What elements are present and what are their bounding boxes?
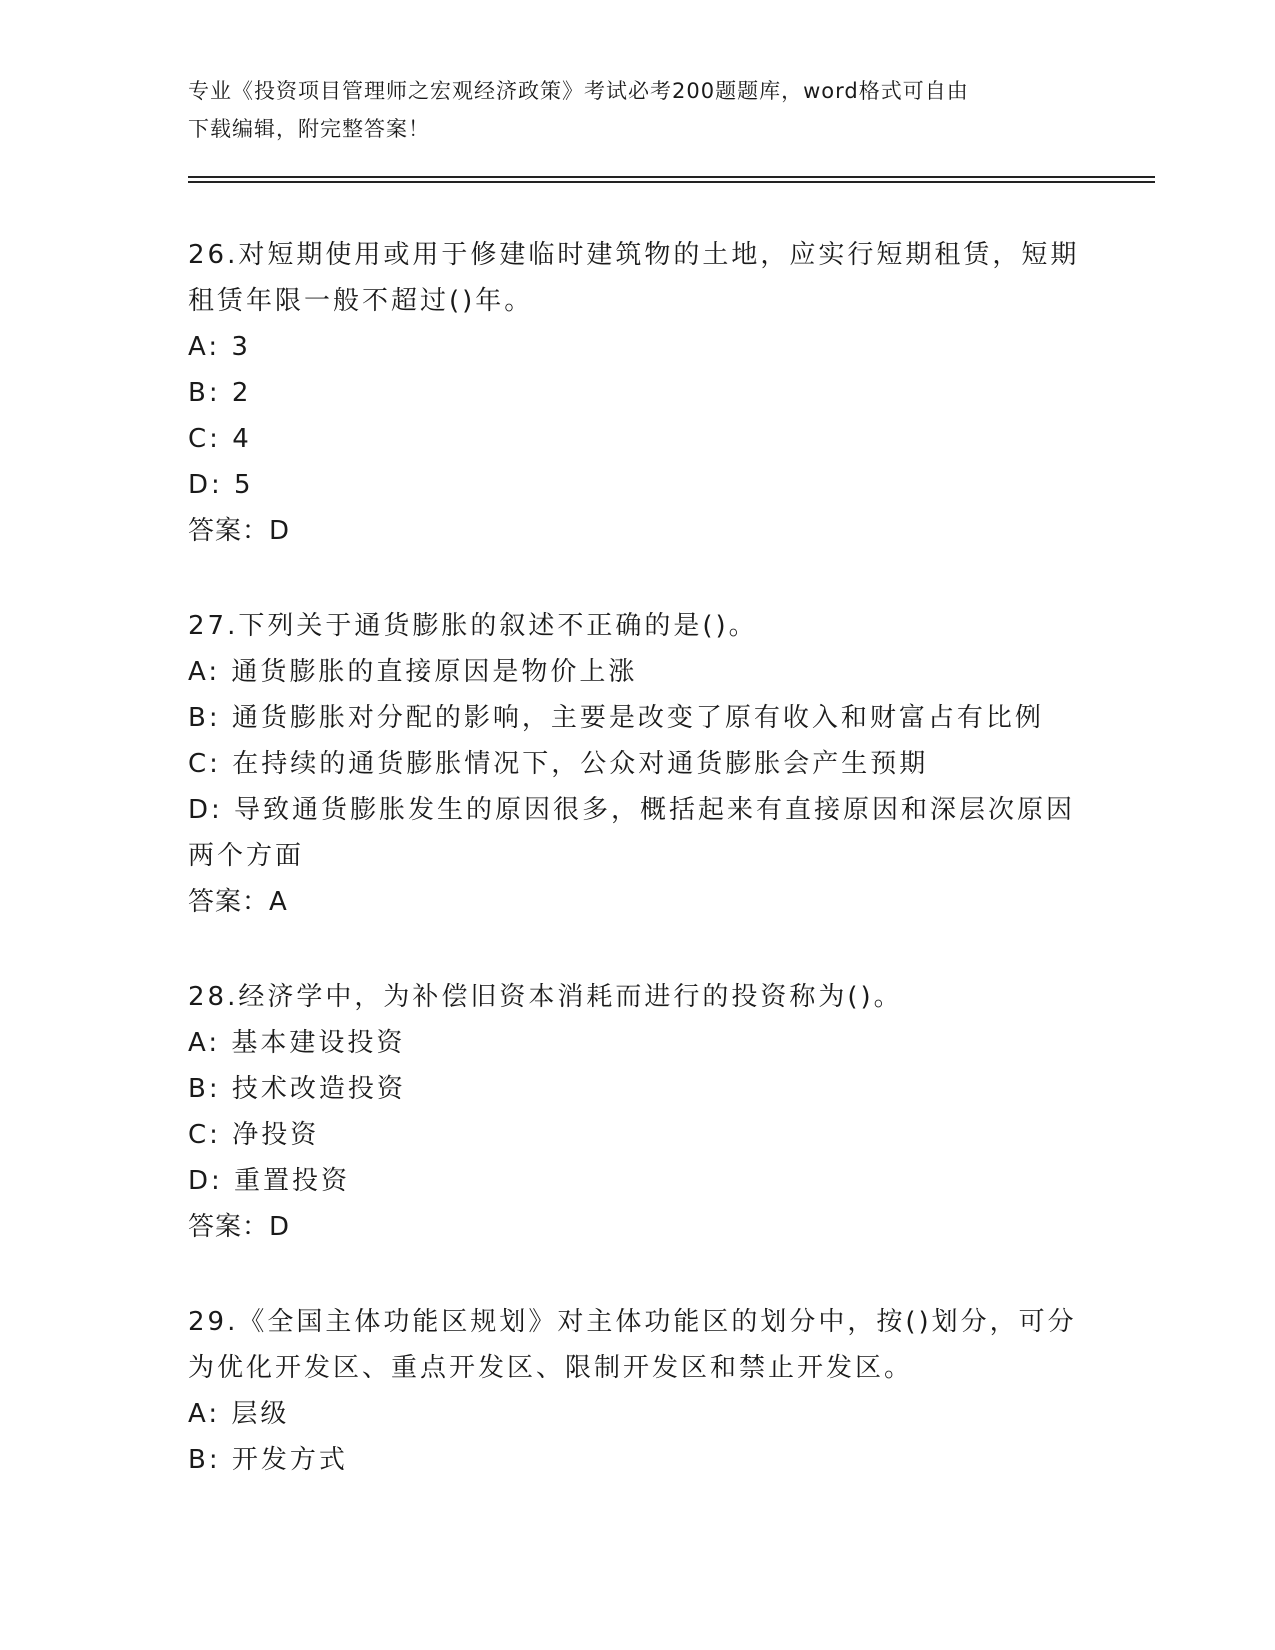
option-b — [188, 1437, 1088, 1483]
question-text — [188, 603, 1088, 649]
option-b — [188, 1066, 1088, 1112]
option-label: A: — [188, 1399, 221, 1429]
option-c — [188, 416, 1088, 462]
answer-value: A — [269, 887, 288, 917]
option-label: A: — [188, 332, 221, 362]
answer-line — [188, 1204, 1088, 1250]
question-number: 29. — [188, 1307, 239, 1337]
option-text: 层级 — [231, 1399, 290, 1429]
option-b — [188, 695, 1088, 741]
option-label: C: — [188, 1120, 221, 1150]
option-d — [188, 1158, 1088, 1204]
question-stem-line-2: 租赁年限一般不超过()年。 — [188, 286, 534, 316]
option-text: 基本建设投资 — [231, 1028, 406, 1058]
header-divider-bottom — [188, 181, 1155, 183]
option-label: B: — [188, 378, 221, 408]
answer-line — [188, 508, 1088, 554]
option-c — [188, 1112, 1088, 1158]
answer-label: 答案： — [188, 1212, 270, 1242]
option-text: 3 — [231, 332, 251, 362]
option-label: B: — [188, 703, 221, 733]
option-label: A: — [188, 657, 221, 687]
header-divider-top — [188, 176, 1155, 178]
header-line-1: 专业《投资项目管理师之宏观经济政策》考试必考200题题库，word格式可自由 — [188, 79, 969, 103]
option-d — [188, 462, 1088, 508]
question-number: 27. — [188, 611, 239, 641]
option-text: 技术改造投资 — [231, 1074, 406, 1104]
option-label: B: — [188, 1445, 221, 1475]
answer-line — [188, 879, 1088, 925]
option-text: 通货膨胀对分配的影响，主要是改变了原有收入和财富占有比例 — [231, 703, 1044, 733]
option-label: A: — [188, 1028, 221, 1058]
question-list — [188, 232, 1088, 1532]
answer-label: 答案： — [188, 887, 270, 917]
option-text: 导致通货膨胀发生的原因很多，概括起来有直接原因和深层次原因 — [234, 795, 1076, 825]
option-text: 重置投资 — [234, 1166, 351, 1196]
option-label: C: — [188, 749, 221, 779]
option-text: 通货膨胀的直接原因是物价上涨 — [231, 657, 638, 687]
question-text — [188, 1299, 1088, 1345]
option-d-continuation: 两个方面 — [188, 841, 305, 871]
question-stem-line-1: 《全国主体功能区规划》对主体功能区的划分中，按()划分，可分 — [238, 1307, 1077, 1337]
option-b — [188, 370, 1088, 416]
answer-value: D — [269, 1212, 291, 1242]
option-text: 4 — [232, 424, 252, 454]
option-a — [188, 1391, 1088, 1437]
answer-value: D — [269, 516, 291, 546]
question-stem-line-1: 对短期使用或用于修建临时建筑物的土地，应实行短期租赁，短期 — [238, 240, 1080, 270]
option-text: 2 — [231, 378, 252, 408]
question-text — [188, 232, 1088, 278]
option-a — [188, 649, 1088, 695]
option-label: D: — [188, 1166, 223, 1196]
question-number: 26. — [188, 240, 239, 270]
option-c — [188, 741, 1088, 787]
option-label: D: — [188, 470, 223, 500]
document-header — [188, 72, 1068, 148]
question-stem-line-1: 下列关于通货膨胀的叙述不正确的是()。 — [238, 611, 758, 641]
option-a — [188, 1020, 1088, 1066]
question-stem-line-1: 经济学中，为补偿旧资本消耗而进行的投资称为()。 — [238, 982, 903, 1012]
option-a — [188, 324, 1088, 370]
question-29 — [188, 1299, 1088, 1483]
option-label: C: — [188, 424, 221, 454]
option-text: 5 — [234, 470, 254, 500]
option-label: B: — [188, 1074, 221, 1104]
question-text — [188, 974, 1088, 1020]
option-text: 净投资 — [232, 1120, 320, 1150]
question-number: 28. — [188, 982, 239, 1012]
answer-label: 答案： — [188, 516, 270, 546]
question-26 — [188, 232, 1088, 554]
option-text: 开发方式 — [231, 1445, 348, 1475]
header-line-2: 下载编辑，附完整答案！ — [188, 117, 430, 141]
question-stem-line-2: 为优化开发区、重点开发区、限制开发区和禁止开发区。 — [188, 1353, 914, 1383]
question-27 — [188, 603, 1088, 925]
option-label: D: — [188, 795, 223, 825]
option-text: 在持续的通货膨胀情况下，公众对通货膨胀会产生预期 — [232, 749, 929, 779]
question-28 — [188, 974, 1088, 1250]
option-d — [188, 787, 1088, 833]
